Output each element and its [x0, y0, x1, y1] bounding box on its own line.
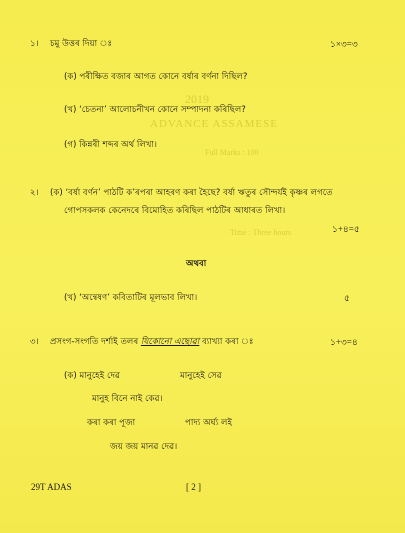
- q3-ka: (ক) মানুহেই দেৱ: [64, 371, 121, 381]
- poem-line-3b: পাদ্য অৰ্ঘ্য লই: [185, 418, 232, 428]
- q1-instruction: চমু উত্তৰ দিয়া ঃ: [50, 39, 113, 49]
- q3-instruction-highlight: যিকোনো এছোৱা: [140, 337, 200, 347]
- watermark-text: 2019: [185, 92, 209, 106]
- q3-marks: ১+৩=৪: [330, 337, 358, 347]
- paper-code: 29T ADAS: [31, 482, 72, 492]
- q1-ka: (ক) পৰীক্ষিত বজাৰ আগত কোনে বৰ্ষাৰ বৰ্ণনা দিছিল?: [64, 72, 248, 82]
- q1-number: ১।: [30, 39, 39, 49]
- q3-number: ৩।: [30, 337, 39, 347]
- q3-instruction-post: ব্যাখ্যা কৰা ঃ: [199, 337, 254, 347]
- q1-kha: (খ) ‘চেতনা’ আলোচনীখন কোনে সম্পাদনা কৰিছিল?: [64, 105, 246, 115]
- q1-marks: ১×৩=৩: [330, 39, 358, 49]
- q2-kha: (খ) ‘অন্বেষণ’ কবিতাটিৰ মূলভাব লিখা।: [64, 293, 198, 303]
- q1-ga: (গ) কিন্নৰী শব্দৰ অৰ্থ লিখা।: [64, 140, 157, 150]
- poem-line-4: জয় জয় মানৱ দেৱ।: [110, 442, 178, 452]
- poem-line-3a: কৰা কৰা পূজা: [87, 418, 136, 428]
- q2-ka-line2: গোপসকলক কেনেদৰে বিমোহিত কৰিছিল পাঠটিৰ আধাৰত লিখা।: [64, 206, 286, 216]
- q3-instruction-pre: প্ৰসংগ-সংগতি দৰ্শাই তলৰ: [50, 337, 141, 347]
- q2-ka-marks: ১+৪=৫: [332, 224, 360, 234]
- poem-line-1b: মানুহেই সেৱ: [180, 371, 222, 381]
- page-number: [ 2 ]: [186, 482, 201, 492]
- q2-number: ২।: [30, 188, 39, 198]
- q2-ka-line1: (ক) ‘বৰ্ষা বৰ্ণন’ পাঠটি ক’ৰপৰা আহৰণ কৰা হৈছে? বৰ্ষা ঋতুৰ সৌন্দৰ্যই কৃষ্ণৰ লগতে: [50, 188, 333, 198]
- q2-or: অথবা: [186, 259, 207, 269]
- watermark-text: Time : Three hours: [230, 228, 292, 237]
- watermark-text: Full Marks : 100: [205, 148, 259, 157]
- q3-instruction: [50, 337, 254, 348]
- watermark-text: ADVANCE ASSAMESE: [150, 118, 278, 130]
- q2-kha-marks: ৫: [344, 293, 350, 303]
- poem-line-2: মানুহ বিনে নাই কেৱ।: [92, 394, 163, 404]
